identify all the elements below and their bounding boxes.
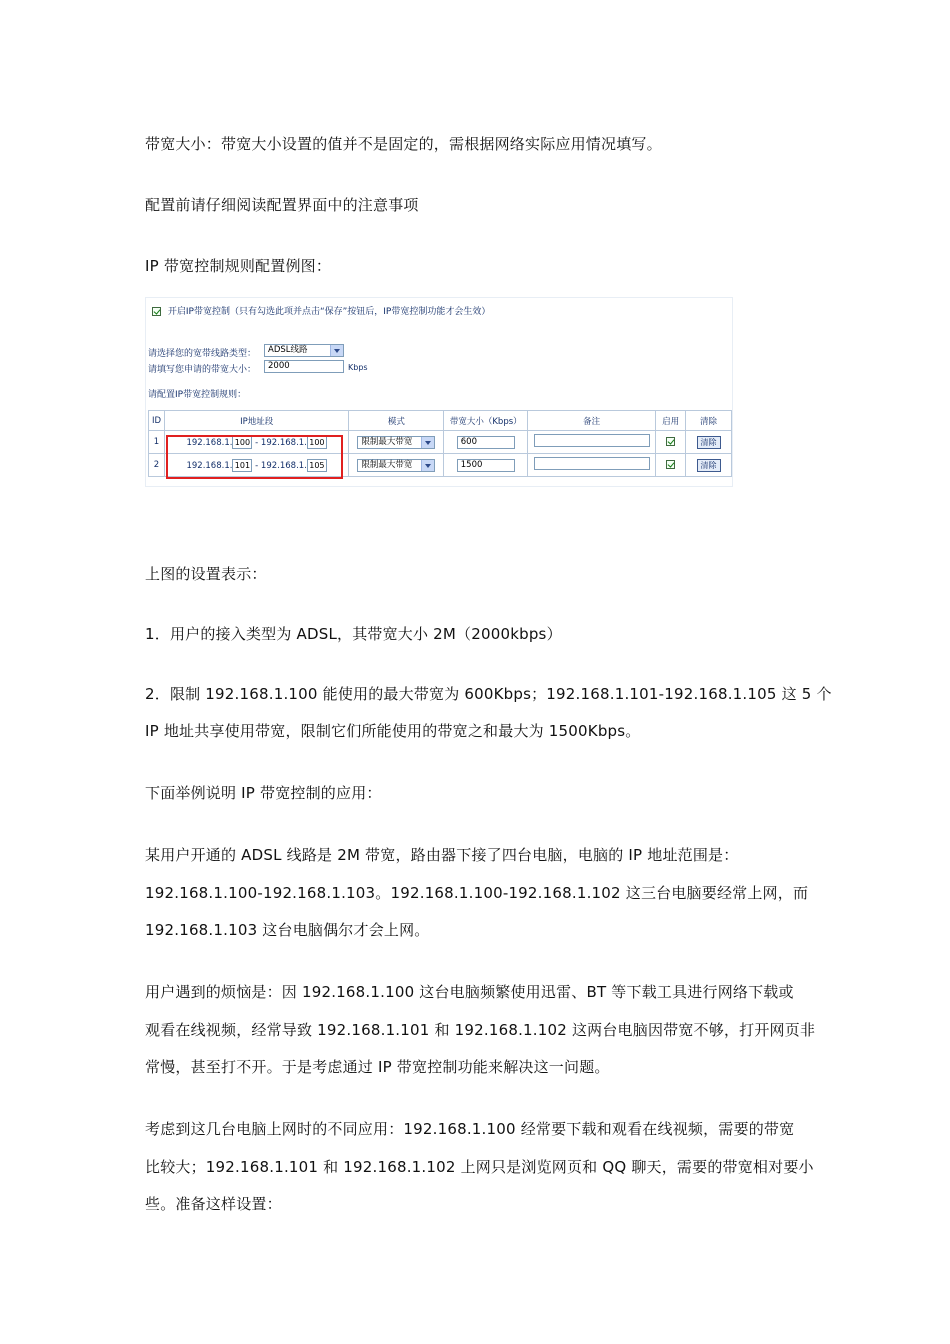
chevron-down-icon [421,460,434,471]
chevron-down-icon [330,345,343,356]
ip-dash: - [255,437,259,448]
row-id: 1 [149,431,165,454]
line-type-value: ADSL线路 [268,345,308,355]
bandwidth-unit: Kbps [348,363,368,372]
row-id: 2 [149,454,165,477]
ip-prefix: 192.168.1. [186,460,233,471]
mode-select[interactable] [357,459,435,472]
col-mode: 模式 [349,411,444,431]
enable-cell [656,431,686,454]
paragraph-problem-line2: 观看在线视频，经常导致 192.168.1.101 和 192.168.1.102 这两台电脑因带宽不够，打开网页非 [145,1021,816,1039]
paragraph-item-2-line1: 2．限制 192.168.1.100 能使用的最大带宽为 600Kbps；192.168.1.101-192.168.1.105 这 5 个 [145,685,832,703]
paragraph-settings-meaning: 上图的设置表示： [145,565,267,583]
highlight-box [166,435,343,479]
col-id: ID [149,411,165,431]
enable-checkbox[interactable] [152,307,161,316]
clear-button[interactable]: 清除 [697,459,721,472]
rules-label: 请配置IP带宽控制规则： [148,390,247,400]
paragraph-bandwidth-size: 带宽大小：带宽大小设置的值并不是固定的，需根据网络实际应用情况填写。 [145,135,662,153]
mode-value: 限制最大带宽 [361,436,413,447]
paragraph-scenario-line3: 192.168.1.103 这台电脑偶尔才会上网。 [145,921,430,939]
ip-dash: - [255,460,259,471]
paragraph-scenario-line1: 某用户开通的 ADSL 线路是 2M 带宽，路由器下接了四台电脑，电脑的 IP 地址范围是： [145,846,739,864]
enable-label: 开启IP带宽控制（只有勾选此项并点击“保存”按钮后，IP带宽控制功能才会生效） [167,307,491,317]
bandwidth-cell [444,431,528,454]
note-input[interactable] [534,457,650,470]
col-bandwidth: 带宽大小（Kbps） [444,411,528,431]
paragraph-item-2-line2: IP 地址共享使用带宽，限制它们所能使用的带宽之和最大为 1500Kbps。 [145,722,641,740]
ip-start-input[interactable]: 101 [232,459,252,472]
bandwidth-input[interactable]: 2000 [264,360,344,373]
paragraph-example-intro: 下面举例说明 IP 带宽控制的应用： [145,784,382,802]
paragraph-plan-line1: 考虑到这几台电脑上网时的不同应用：192.168.1.100 经常要下载和观看在线视频，需要的带宽 [145,1120,795,1138]
col-clear: 清除 [686,411,732,431]
paragraph-problem-line3: 常慢，甚至打不开。于是考虑通过 IP 带宽控制功能来解决这一问题。 [145,1058,610,1076]
clear-cell [686,454,732,477]
bandwidth-cell [444,454,528,477]
note-input[interactable] [534,434,650,447]
paragraph-plan-line2: 比较大；192.168.1.101 和 192.168.1.102 上网只是浏览网页和 QQ 聊天，需要的带宽相对要小 [145,1158,814,1176]
paragraph-scenario-line2: 192.168.1.100-192.168.1.103。192.168.1.100-192.168.1.102 这三台电脑要经常上网，而 [145,884,809,902]
paragraph-read-notes: 配置前请仔细阅读配置界面中的注意事项 [145,196,419,214]
paragraph-problem-line1: 用户遇到的烦恼是：因 192.168.1.100 这台电脑频繁使用迅雷、BT 等下载工具进行网络下载或 [145,983,794,1001]
mode-value: 限制最大带宽 [361,459,413,470]
line-type-select[interactable] [264,344,344,357]
mode-select[interactable] [357,436,435,449]
bandwidth-rule-input[interactable]: 1500 [457,459,515,472]
rule-enable-checkbox[interactable] [666,460,675,469]
chevron-down-icon [421,437,434,448]
note-cell [528,431,656,454]
bandwidth-label: 请填写您申请的带宽大小： [148,365,257,375]
ip-start-input[interactable]: 100 [232,436,252,449]
paragraph-example-caption: IP 带宽控制规则配置例图： [145,257,332,275]
clear-button[interactable]: 清除 [697,436,721,449]
paragraph-plan-line3: 些。准备这样设置： [145,1195,282,1213]
ip-prefix: 192.168.1. [260,460,307,471]
enable-cell [656,454,686,477]
mode-cell [349,454,444,477]
table-header-row [149,411,732,431]
enable-row [152,304,490,317]
ip-end-input[interactable]: 100 [307,436,327,449]
line-type-label: 请选择您的宽带线路类型： [148,349,257,359]
paragraph-item-1: 1．用户的接入类型为 ADSL，其带宽大小 2M（2000kbps） [145,625,562,643]
col-enable: 启用 [656,411,686,431]
router-config-screenshot [145,297,733,487]
clear-cell [686,431,732,454]
col-note: 备注 [528,411,656,431]
bandwidth-rule-input[interactable]: 600 [457,436,515,449]
ip-prefix: 192.168.1. [260,437,307,448]
mode-cell [349,431,444,454]
col-ip-range: IP地址段 [164,411,348,431]
rule-enable-checkbox[interactable] [666,437,675,446]
note-cell [528,454,656,477]
ip-prefix: 192.168.1. [186,437,233,448]
ip-end-input[interactable]: 105 [307,459,327,472]
